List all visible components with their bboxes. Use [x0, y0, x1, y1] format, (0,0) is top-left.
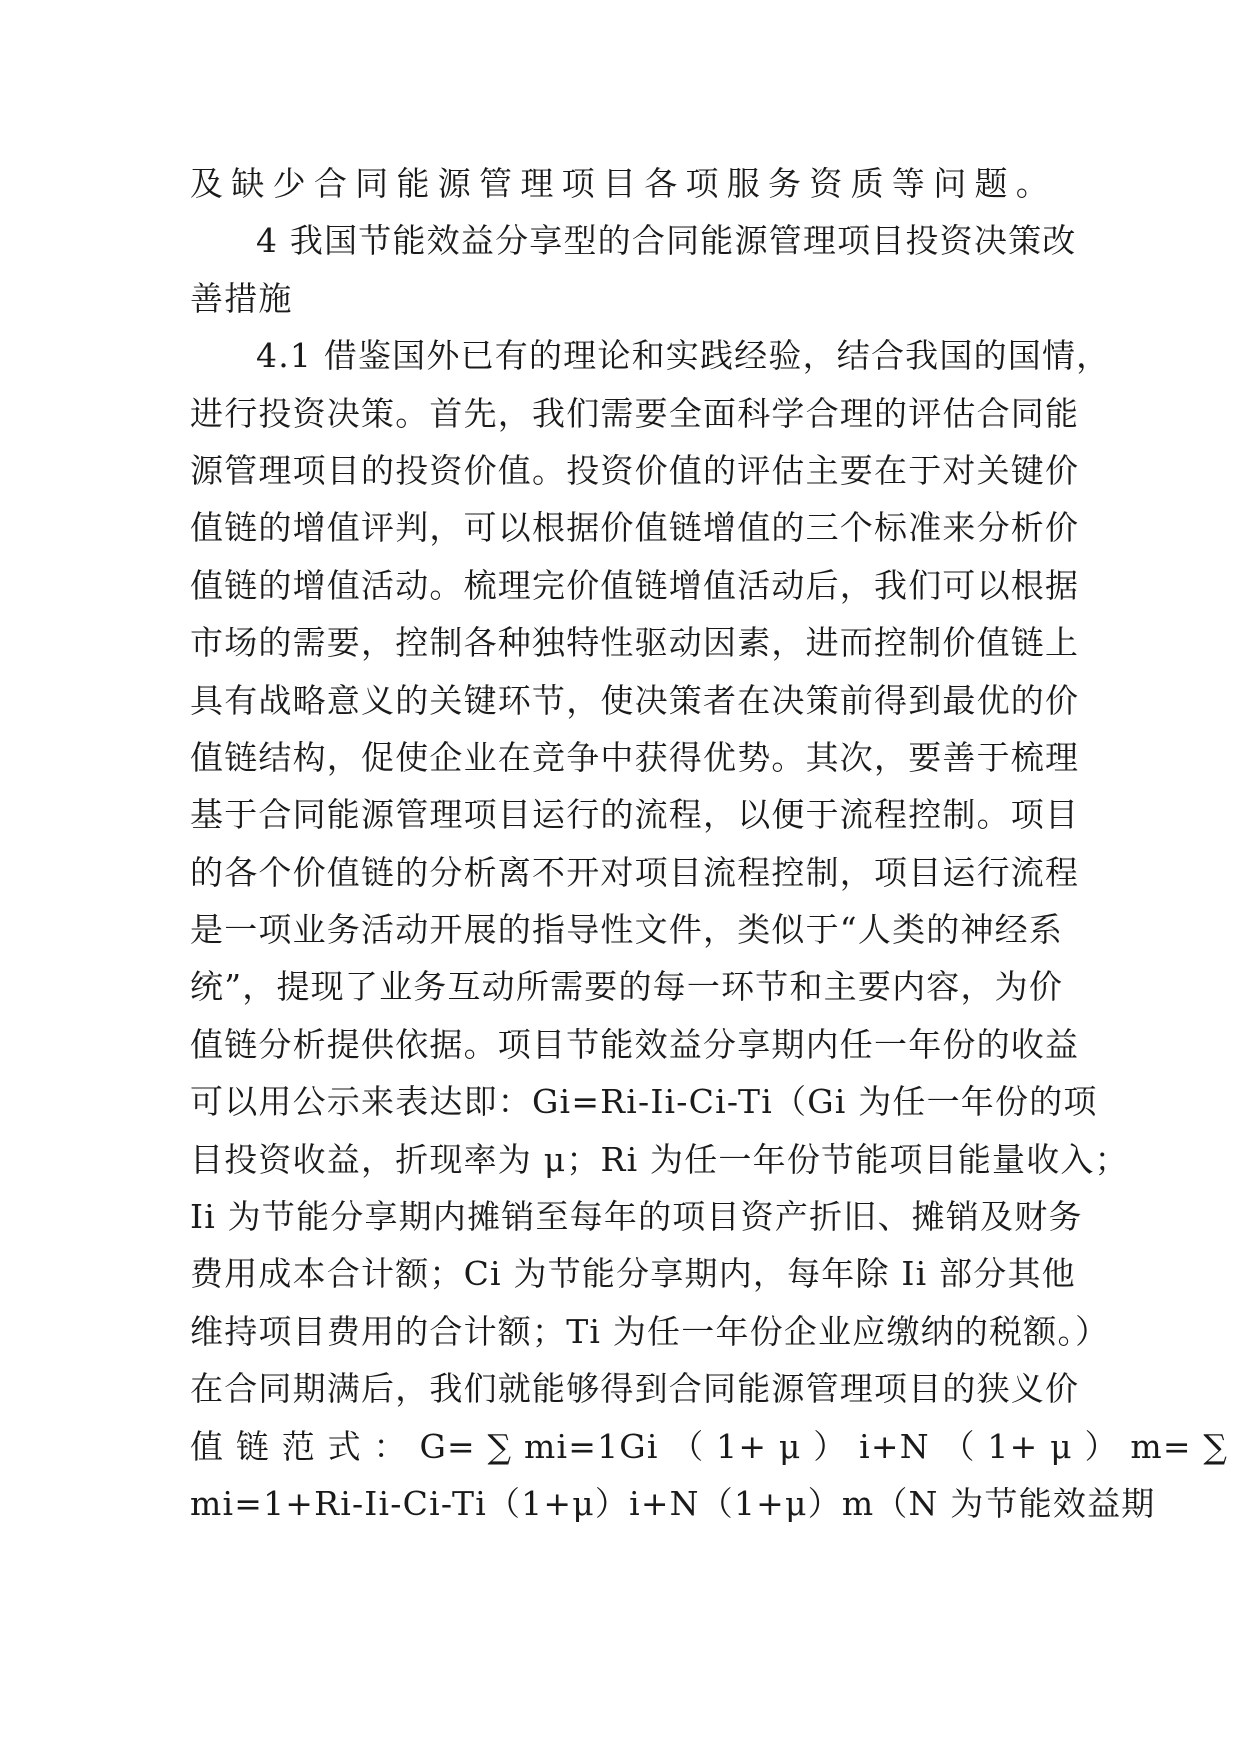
formula-text-line: mi=1+Ri-Ii-Ci-Ti（1+μ）i+N（1+μ）m（N 为节能效益期	[190, 1483, 1156, 1523]
formula-text-line: 费用成本合计额；Ci 为节能分享期内，每年除 Ii 部分其他	[190, 1254, 1076, 1294]
body-text-line: 4.1 借鉴国外已有的理论和实践经验，结合我国的国情，	[256, 336, 1111, 376]
section-heading-line: 善措施	[190, 278, 293, 318]
formula-text-line: 目投资收益，折现率为 μ；Ri 为任一年份节能项目能量收入；	[190, 1139, 1129, 1179]
body-text-line: 值链分析提供依据。项目节能效益分享期内任一年份的收益	[190, 1024, 1080, 1064]
body-text-line: 源管理项目的投资价值。投资价值的评估主要在于对关键价	[190, 450, 1080, 490]
body-text-line: 在合同期满后，我们就能够得到合同能源管理项目的狭义价	[190, 1369, 1080, 1409]
body-text-line: 进行投资决策。首先，我们需要全面科学合理的评估合同能	[190, 393, 1080, 433]
formula-text-line: 维持项目费用的合计额；Ti 为任一年份企业应缴纳的税额。）	[190, 1311, 1110, 1351]
section-heading-line: 4 我国节能效益分享型的合同能源管理项目投资决策改	[256, 221, 1077, 261]
body-text-line: 的各个价值链的分析离不开对项目流程控制，项目运行流程	[190, 852, 1080, 892]
body-text-line: 统”，提现了业务互动所需要的每一环节和主要内容，为价	[190, 967, 1064, 1007]
body-text-line: 值链的增值活动。梳理完价值链增值活动后，我们可以根据	[190, 565, 1080, 605]
body-text-line: 是一项业务活动开展的指导性文件，类似于“人类的神经系	[190, 910, 1064, 950]
body-text-line: 值链结构，促使企业在竞争中获得优势。其次，要善于梳理	[190, 737, 1080, 777]
body-text-line: 基于合同能源管理项目运行的流程，以便于流程控制。项目	[190, 795, 1080, 835]
body-text-line: 具有战略意义的关键环节，使决策者在决策前得到最优的价	[190, 680, 1080, 720]
body-text-line: 值链的增值评判，可以根据价值链增值的三个标准来分析价	[190, 508, 1080, 548]
body-text-line: 及缺少合同能源管理项目各项服务资质等问题。	[190, 164, 1050, 203]
formula-text-line: 值 链 范 式 ： G= ∑ mi=1Gi （ 1+ μ ） i+N （ 1+ μ ） m= ∑	[190, 1426, 1229, 1466]
formula-text-line: 可以用公示来表达即：Gi=Ri-Ii-Ci-Ti（Gi 为任一年份的项	[190, 1082, 1098, 1122]
document-body	[190, 155, 1229, 1532]
body-text-line: 市场的需要，控制各种独特性驱动因素，进而控制价值链上	[190, 623, 1080, 663]
formula-text-line: Ii 为节能分享期内摊销至每年的项目资产折旧、摊销及财务	[190, 1197, 1083, 1237]
